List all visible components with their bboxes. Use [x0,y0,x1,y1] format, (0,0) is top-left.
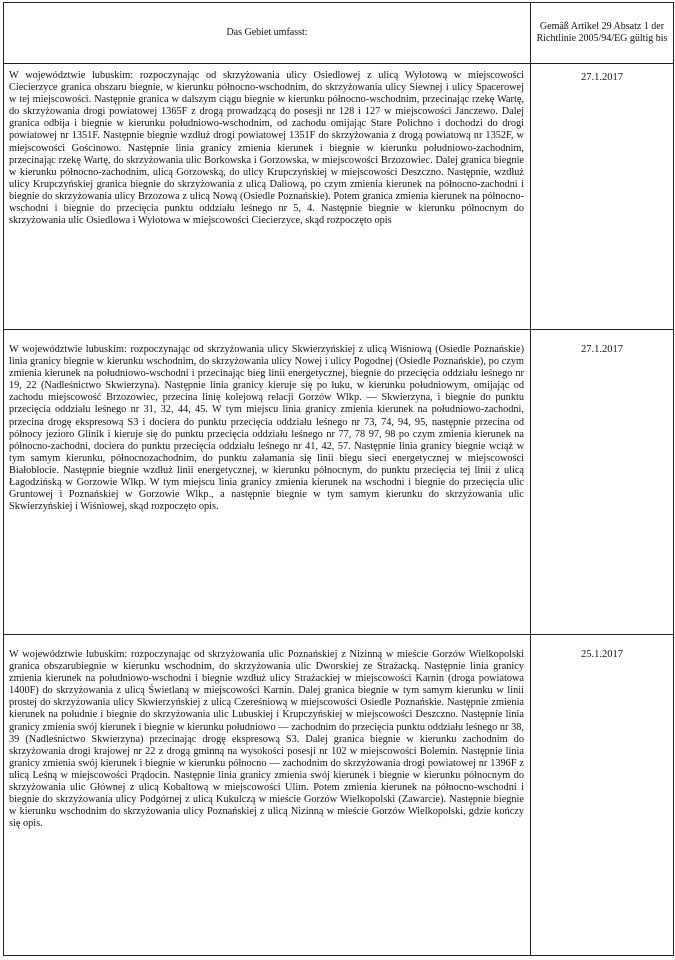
valid-until-cell [531,64,674,330]
area-description-cell [4,64,531,330]
header-valid-until: Gemäß Artikel 29 Absatz 1 der Richtlinie 2005/94/EG gültig bis [531,3,674,64]
zone-table-container [3,2,673,956]
valid-until-cell [531,330,674,635]
header-area-description: Das Gebiet umfasst: [4,3,531,64]
area-description-text: W województwie lubuskim: rozpoczynając od skrzyżowania ulicy Skwierzyńskiej z ulicą Wiśniową (Osiedle Poznańskie) linia granicy biegnie w kierunku wschodnim, do skrzyżowania ulicy Nowej i ulicy Pogodnej (Osiedle Poznańskie), po czym zmienia kierunek na południowo-wschodni i przecinając bieg linii energetycznej, biegnie do przecięcia oddziału leśnego nr 19, 22 (Nadleśnictwo Skwierzyna). Następnie linia granicy kieruje się po łuku, w kierunku południowym, omijając od zachodu miejscowość Brzozowiec, przecina linię kolejową relacji Gorzów Wlkp. — Skwierzyna, i biegnie do punktu przecięcia oddziału leśnego nr 31, 32, 44, 45. W tym miejscu linia granicy zmienia kierunek na południowo-zachodni, przecina drogę ekspresową S3 i dociera do punktu przecięcia oddziału leśnego nr 73, 74, 94, 95, następnie przecina od północy jezioro Glinik i kieruje się do punktu przecięcia oddziału leśnego nr 77, 78 97, 98 po czym zmienia kierunek na północno-zachodni, dociera do punktu przecięcia oddziału leśnego nr 41, 42, 57. Następnie linia granicy biegnie wciąż w tym samym kierunku, północnozachodnim, do punktu załamania się linii biegu sieci energetycznej w miejscowości Białobłocie. Następnie biegnie wzdłuż linii energetycznej, w kierunku północnym, do punktu przecięcia tej linii z ulicą Łagodzińską w Gorzowie Wlkp. W tym miejscu linia granicy zmienia kierunek na wschodni i biegnie do przecięcia ulic Gruntowej i Poznańskiej w Gorzowie Wlkp., a następnie biegnie w tym samym kierunku do skrzyżowania ulic Skwierzyńskiej i Wiśniowej, skąd rozpoczęto opis. [9,344,524,513]
area-description-text: W województwie lubuskim: rozpoczynając od skrzyżowania ulic Poznańskiej z Nizinną w mieście Gorzów Wielkopolski granica obszarubiegnie w kierunku wschodnim, do skrzyżowania ulic Dworskiej ze Strażacką. Następnie linia granicy zmienia kierunek na południowo-wschodni i biegnie wzdłuż ulicy Strażackiej w miejscowości Karnin (droga powiatowa 1400F) do skrzyżowania z ulicą Świetlaną w miejscowości Karnin. Dalej granica biegnie w tym samym kierunku w linii prostej do skrzyżowania ulicy Skwierzyńskiej z ulicą Czereśniową w miejscowości Osiedle Poznańskie. Następnie zmienia kierunek na południe i biegnie do skrzyżowania ulic Lubuskiej i Krupczyńskiej w miejscowości Deszczno. Następnie linia granicy zmienia swój kierunek i biegnie w kierunku południowo — zachodnim do przecięcia punktu oddziału leśnego nr 38, 39 (Nadleśnictwo Skwierzyna) przecinając drogę ekspresową S3. Dalej granica biegnie w kierunku zachodnim do skrzyżowania drogi krajowej nr 22 z drogą gminną na wysokości posesji nr 102 w miejscowości Bolemin. Następnie linia granicy zmienia swój kierunek i biegnie w kierunku północno — zachodnim do skrzyżowania drogi powiatowej nr 1396F z ulicą Leśną w miejscowości Prądocin. Następnie linia granicy zmienia swój kierunek i biegnie w kierunku północnym do skrzyżowania ulic Głównej z ulicą Kobaltową w miejscowości Ulim. Potem zmienia kierunek na północno-wschodni i biegnie do skrzyżowania ulicy Podgórnej z ulicą Kukulczą w mieście Gorzów Wielkopolski (Zawarcie). Następnie biegnie w kierunku wschodnim do skrzyżowania ulicy Poznańskiej z ulicą Nizinną w mieście Gorzów Wielkopolski, gdzie kończy się opis. [9,649,524,830]
valid-until-date: 27.1.2017 [581,72,623,83]
valid-until-cell [531,635,674,956]
table-row [4,330,674,635]
area-description-text: W województwie lubuskim: rozpoczynając od skrzyżowania ulicy Osiedlowej z ulicą Wylotową w miejscowości Ciecierzyce granica obszaru biegnie, w kierunku północno-wschodnim, do skrzyżowania ulicy Siewnej i ulicy Spacerowej w tej miejscowości. Następnie granica w dalszym ciągu biegnie w kierunku północno-wschodnim, przecinając rzekę Wartę, do skrzyżowania drogi powiatowej 1365F z drogą prowadzącą do posesji nr 128 i 127 w miejscowości Janczewo. Dalej granica odbija i biegnie w kierunku południowo-wschodnim, od zachodu omijając Stare Polichno i dochodzi do drogi powiatowej nr 1351F. Następnie biegnie wzdłuż drogi powiatowej 1351F do skrzyżowania z drogą powiatową nr 1352F, w miejscowości Gościnowo. Następnie linia granicy zmienia kierunek i biegnie w kierunku południowo-zachodnim, przecinając rzekę Wartę, do skrzyżowania ulic Borkowska i Gorzowska, w miejscowości Brzozowiec. Dalej granica biegnie w kierunku północno-zachodnim, ulicą Gorzowską, do ulicy Krupczyńskiej w miejscowości Deszczno. Następnie, wzdłuż ulicy Krupczyńskiej granica biegnie do skrzyżowania z ulicą Daliową, po czym zmienia kierunek na północno-zachodni i biegnie do skrzyżowania ulicy Brzozowa z ulicą Nową (Osiedle Poznańskie). Potem granica zmienia kierunek na północno-wschodni i biegnie do przecięcia punktu oddziału leśnego nr 5, 4. Następnie biegnie w kierunku północnym do skrzyżowania ulic Osiedlowa i Wylotowa w miejscowości Ciecierzyce, skąd rozpoczęto opis [9,70,524,227]
table-row [4,635,674,956]
table-row [4,64,674,330]
area-description-cell [4,635,531,956]
area-description-cell [4,330,531,635]
valid-until-date: 25.1.2017 [581,649,623,660]
valid-until-date: 27.1.2017 [581,344,623,355]
zone-table [3,2,674,956]
